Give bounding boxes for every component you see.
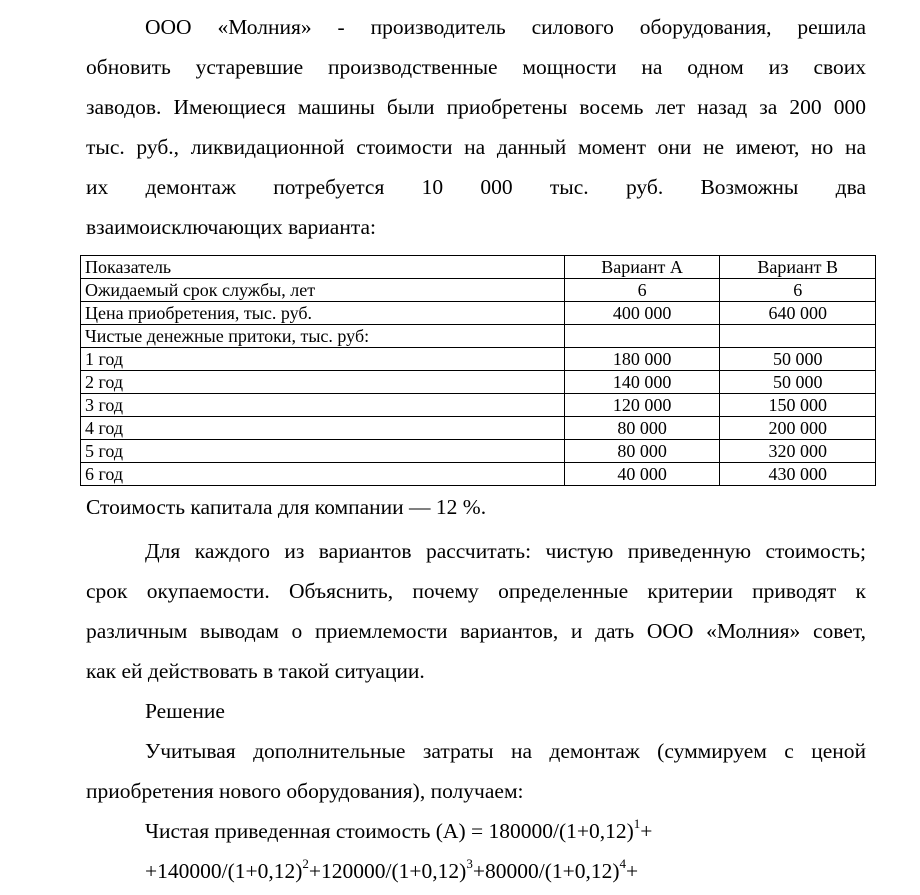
table-row [81, 279, 876, 302]
table-cell: 50 000 [720, 348, 876, 371]
table-cell: 320 000 [720, 440, 876, 463]
table-cell: 80 000 [564, 417, 720, 440]
table-cell: 180 000 [564, 348, 720, 371]
npv-formula-line-1 [145, 815, 866, 844]
table-cell: Чистые денежные притоки, тыс. руб: [81, 325, 565, 348]
formula-text: +80000/(1+0,12) [472, 859, 620, 883]
table-cell: 50 000 [720, 371, 876, 394]
table-cell: 5 год [81, 440, 565, 463]
npv-formula-line-2 [145, 855, 866, 884]
table-row [81, 440, 876, 463]
exponent: 4 [619, 855, 627, 871]
table-cell: 3 год [81, 394, 565, 417]
task-line-4: как ей действовать в такой ситуации. [86, 659, 425, 683]
task-line-2: срок окупаемости. Объяснить, почему определенные критерии приводят к [86, 579, 866, 603]
table-cell: 200 000 [720, 417, 876, 440]
formula-text: + [640, 819, 653, 843]
task-line-1: Для каждого из вариантов рассчитать: чистую приведенную стоимость; [145, 539, 866, 563]
table-cell: 6 год [81, 463, 565, 486]
table-cell: Ожидаемый срок службы, лет [81, 279, 565, 302]
task-line-3: различным выводам о приемлемости вариантов, и дать ООО «Молния» совет, [86, 619, 866, 643]
table-cell: 4 год [81, 417, 565, 440]
exponent: 1 [633, 815, 641, 831]
table-cell: 1 год [81, 348, 565, 371]
table-row [81, 302, 876, 325]
table-cell [720, 325, 876, 348]
table-cell: 140 000 [564, 371, 720, 394]
table-cell: 430 000 [720, 463, 876, 486]
capital-cost-text: Стоимость капитала для компании — 12 %. [86, 495, 487, 519]
table-cell: 6 [564, 279, 720, 302]
header-option-a: Вариант А [564, 256, 720, 279]
table-row [81, 463, 876, 486]
table-cell [564, 325, 720, 348]
table-row [81, 394, 876, 417]
intro-line-6: взаимоисключающих варианта: [86, 215, 377, 239]
table-cell: 150 000 [720, 394, 876, 417]
formula-text: +140000/(1+0,12) [145, 859, 303, 883]
header-option-b: Вариант В [720, 256, 876, 279]
solution-line-1: Учитывая дополнительные затраты на демонтаж (суммируем с ценой [145, 739, 866, 763]
header-indicator: Показатель [81, 256, 565, 279]
exponent: 2 [302, 855, 309, 871]
intro-line-4: тыс. руб., ликвидационной стоимости на данный момент они не имеют, но на [86, 135, 866, 159]
table-row [81, 417, 876, 440]
exponent: 3 [466, 855, 473, 871]
formula-text: + [626, 859, 639, 883]
npv-a-label: Чистая приведенная стоимость (А) = 180000/(1+0,12) [145, 819, 634, 843]
table-row [81, 371, 876, 394]
table-cell: 640 000 [720, 302, 876, 325]
options-table [80, 255, 876, 486]
table-row [81, 348, 876, 371]
table-header-row [81, 256, 876, 279]
table-cell: 120 000 [564, 394, 720, 417]
table-cell: 40 000 [564, 463, 720, 486]
intro-line-3: заводов. Имеющиеся машины были приобретены восемь лет назад за 200 000 [86, 95, 866, 119]
table-cell: 80 000 [564, 440, 720, 463]
table-cell: 6 [720, 279, 876, 302]
intro-line-2: обновить устаревшие производственные мощности на одном из своих [86, 55, 866, 79]
table-cell: Цена приобретения, тыс. руб. [81, 302, 565, 325]
formula-text: +120000/(1+0,12) [308, 859, 467, 883]
intro-line-5: их демонтаж потребуется 10 000 тыс. руб. Возможны два [86, 175, 866, 199]
table-cell: 400 000 [564, 302, 720, 325]
solution-heading: Решение [145, 699, 225, 723]
table-cell: 2 год [81, 371, 565, 394]
solution-line-2: приобретения нового оборудования), получаем: [86, 779, 524, 803]
intro-line-1: ООО «Молния» - производитель силового оборудования, решила [145, 15, 866, 39]
table-row [81, 325, 876, 348]
